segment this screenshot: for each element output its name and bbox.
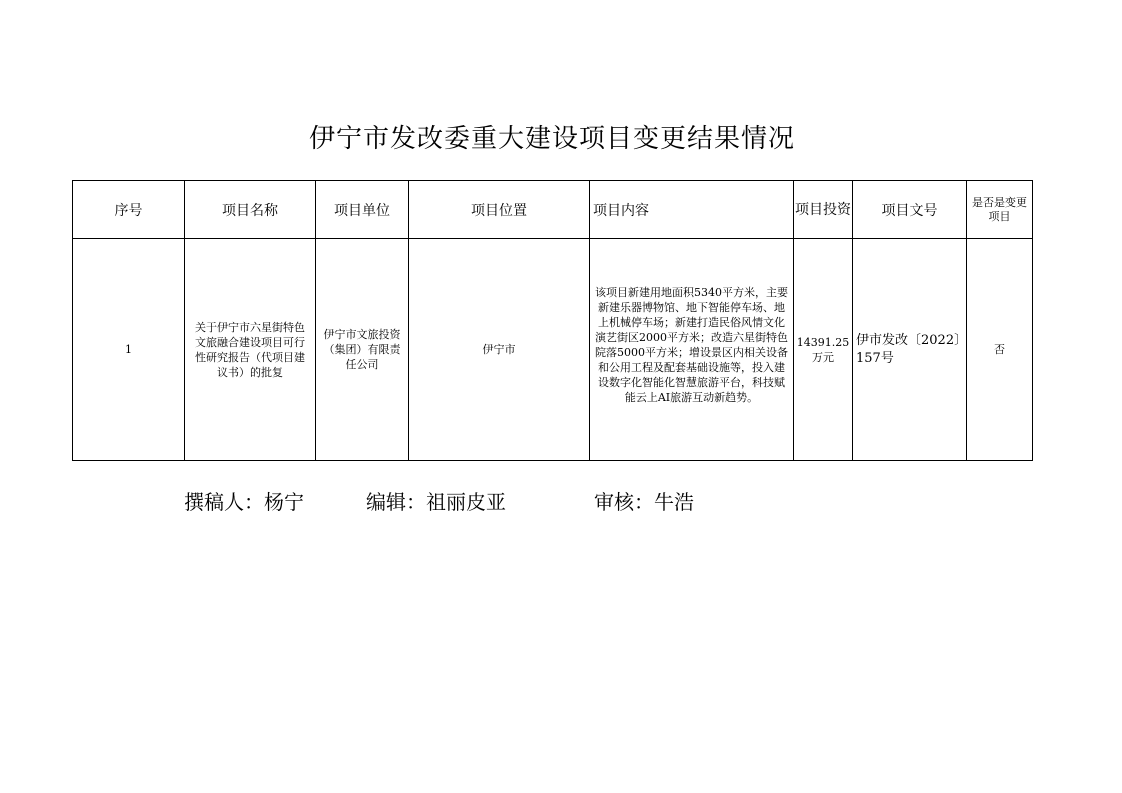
footer-author: 撰稿人：杨宁	[184, 490, 304, 514]
header-content: 项目内容	[590, 181, 794, 239]
table-row	[73, 239, 1033, 461]
document-title: 伊宁市发改委重大建设项目变更结果情况	[308, 124, 795, 154]
header-investment: 项目投资	[794, 181, 853, 239]
header-unit: 项目单位	[316, 181, 409, 239]
header-seq: 序号	[73, 181, 185, 239]
cell-seq: 1	[73, 239, 185, 461]
cell-project-unit: 伊宁市文旅投资（集团）有限责任公司	[316, 239, 409, 461]
footer-editor: 编辑：祖丽皮亚	[366, 490, 506, 514]
cell-is-changed: 否	[967, 239, 1033, 461]
header-doc-no: 项目文号	[853, 181, 967, 239]
header-changed: 是否是变更项目	[967, 181, 1033, 239]
footer-reviewer: 审核：牛浩	[594, 490, 694, 514]
header-name: 项目名称	[185, 181, 316, 239]
cell-project-content: 该项目新建用地面积5340平方米，主要新建乐器博物馆、地下智能停车场、地上机械停车场；新建打造民俗风情文化演艺街区2000平方米；改造六星街特色院落5000平方米；增设景区内相关设备和公用工程及配套基础设施等，投入建设数字化智能化智慧旅游平台，科技赋能云上AI旅游互动新趋势。	[590, 239, 794, 461]
cell-project-location: 伊宁市	[409, 239, 590, 461]
cell-project-name: 关于伊宁市六星街特色文旅融合建设项目可行性研究报告（代项目建议书）的批复	[185, 239, 316, 461]
table-header-row	[73, 181, 1033, 239]
footer-credits	[184, 486, 694, 515]
cell-project-investment: 14391.25万元	[794, 239, 853, 461]
cell-project-doc-no: 伊市发改〔2022〕157号	[853, 239, 967, 461]
project-table	[72, 180, 1033, 461]
header-location: 项目位置	[409, 181, 590, 239]
